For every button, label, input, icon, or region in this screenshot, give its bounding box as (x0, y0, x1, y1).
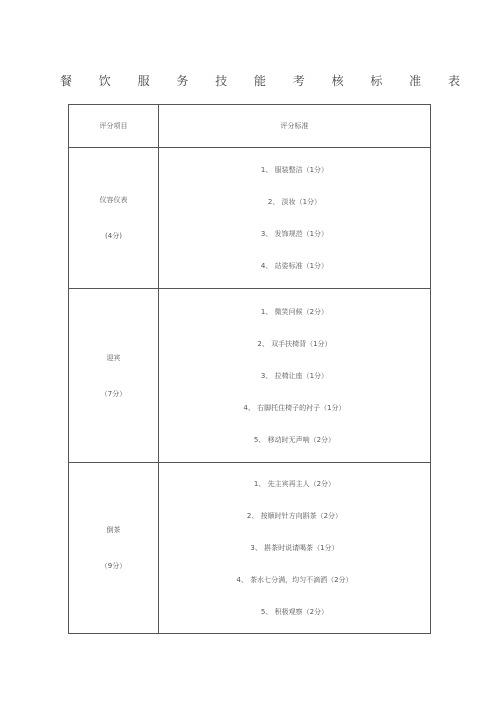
criteria-item: 2、 双手扶椅背（1分） (257, 339, 332, 348)
table-row (69, 463, 431, 634)
category-score: （9分） (100, 562, 127, 570)
title-char: 能 (253, 74, 266, 88)
scoring-table (68, 104, 431, 634)
category-name: 仪容仪表 (99, 196, 128, 204)
table-row (69, 289, 431, 463)
criteria-item: 3、 斟茶时说请喝茶（1分） (250, 544, 339, 552)
category-score: （7分） (100, 389, 127, 398)
criteria-item: 5、 移动时无声响（2分） (253, 435, 336, 444)
criteria-item: 3、 拉椅让座（1分） (260, 371, 329, 380)
criteria-cell (159, 463, 431, 634)
criteria-item: 5、 积极观察（2分） (260, 608, 329, 616)
criteria-item: 2、 按顺时针方向斟茶（2分） (246, 512, 343, 520)
header-item-column: 评分项目 (69, 105, 159, 148)
title-char: 核 (331, 74, 344, 88)
header-criteria-column: 评分标准 (159, 105, 431, 148)
criteria-item: 2、 淡妆（1分） (267, 198, 322, 206)
category-cell (69, 289, 159, 463)
title-char: 技 (215, 74, 228, 88)
page-title (60, 72, 460, 89)
category-name: 迎宾 (106, 353, 121, 362)
criteria-cell (159, 289, 431, 463)
title-char: 考 (292, 74, 305, 88)
title-char: 务 (176, 74, 189, 88)
title-char: 准 (409, 74, 422, 88)
category-cell (69, 148, 159, 289)
criteria-item: 1、 先主宾再主人（2分） (253, 480, 336, 488)
title-char: 服 (137, 74, 150, 88)
title-char: 餐 (60, 74, 73, 88)
table-header-row (69, 105, 431, 148)
criteria-item: 4、 右脚托住椅子的衬子（1分） (243, 403, 346, 412)
criteria-item: 1、 服装整洁（1分） (260, 166, 329, 174)
criteria-item: 1、 微笑问候（2分） (260, 307, 329, 316)
category-score: (4分) (105, 232, 122, 240)
criteria-cell (159, 148, 431, 289)
category-cell (69, 463, 159, 634)
criteria-item: 3、 发饰规范（1分） (260, 230, 329, 238)
category-name: 倒茶 (106, 526, 121, 534)
title-char: 饮 (98, 74, 111, 88)
table-row (69, 148, 431, 289)
criteria-item: 4、 站姿标准（1分） (260, 262, 329, 270)
title-char: 表 (447, 74, 460, 88)
criteria-item: 4、 茶水七分满，均匀不滴洒（2分） (236, 576, 353, 584)
title-char: 标 (370, 74, 383, 88)
